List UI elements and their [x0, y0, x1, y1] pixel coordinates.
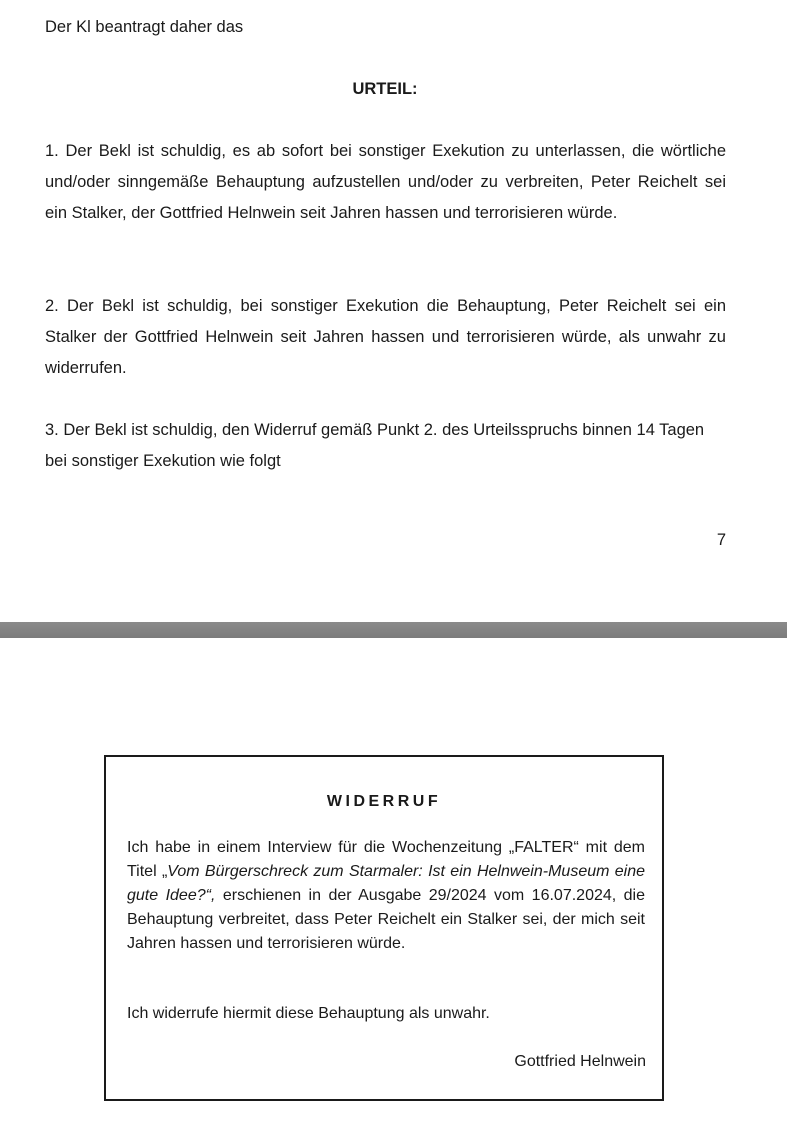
intro-line: Der Kl beantragt daher das — [45, 18, 244, 36]
widerruf-retraction: Ich widerrufe hiermit diese Behauptung als unwahr. — [127, 1005, 490, 1022]
article-title: Vom Bürgerschreck zum Starmaler: Ist ein Helnwein-Museum eine gute Idee?“, — [127, 863, 646, 904]
judgment-point-3: 3. Der Bekl ist schuldig, den Widerruf gemäß Punkt 2. des Urteilsspruchs binnen 14 Tagen bei sonstiger Exekution wie folgt — [45, 421, 705, 470]
page-separator — [0, 622, 787, 638]
judgment-heading: URTEIL: — [352, 80, 418, 98]
judgment-point-2: 2. Der Bekl ist schuldig, bei sonstiger Exekution die Behauptung, Peter Reichelt sei ein Stalker der Gottfried Helnwein seit Jahren hassen und terrorisieren würde, als unwahr zu widerrufen. — [45, 297, 726, 377]
page-number: 7 — [716, 531, 726, 549]
widerruf-title: WIDERRUF — [326, 793, 442, 810]
widerruf-statement-rest: erschienen in der Ausgabe 29/2024 vom 16.07.2024, die Behauptung verbreitet, dass Peter Reichelt ein Stalker sei, der mich seit Jahren hassen und terrorisieren würde. — [127, 887, 645, 952]
widerruf-box — [104, 755, 664, 1101]
judgment-point-1: 1. Der Bekl ist schuldig, es ab sofort bei sonstiger Exekution zu unterlassen, die wörtliche und/oder sinngemäße Behauptung aufzustellen und/oder zu verbreiten, Peter Reichelt sei ein Stalker, der Gottfried Helnwein seit Jahren hassen und terrorisieren würde. — [45, 142, 726, 222]
widerruf-statement-intro: Ich habe in einem Interview für die Wochenzeitung „FALTER“ mit dem Titel „ — [127, 839, 645, 880]
signature: Gottfried Helnwein — [514, 1053, 646, 1070]
widerruf-statement — [127, 836, 645, 956]
